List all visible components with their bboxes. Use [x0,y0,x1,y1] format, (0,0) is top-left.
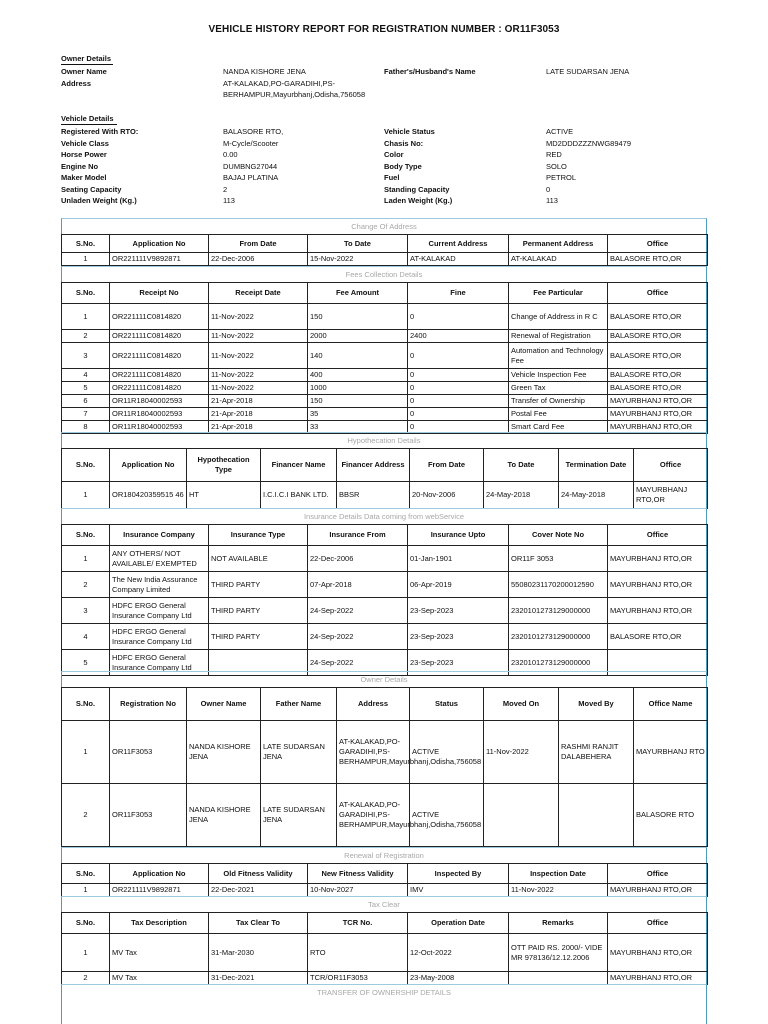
change-of-address-header-cell: From Date [209,235,308,253]
fees-header-cell: Fee Amount [308,283,408,304]
table-cell: 24-Sep-2022 [308,598,408,624]
table-cell: 2 [62,330,110,343]
vehicle-right-label-2: Chasis No: [384,138,424,148]
tax-clear-header-cell: S.No. [62,913,110,934]
insurance-header-cell: Insurance From [308,525,408,546]
table-cell: 11-Nov-2022 [209,343,308,369]
table-cell: 07-Apr-2018 [308,572,408,598]
table-cell: OR11F3053 [110,721,187,784]
renewal-header-row [62,864,708,884]
table-cell: 23-May-2008 [408,972,509,985]
table-row [62,382,708,395]
table-row [62,253,708,266]
table-row [62,721,708,784]
table-cell: 7 [62,408,110,421]
table-cell: 33 [308,421,408,434]
table-cell: 5 [62,382,110,395]
table-cell: 2320101273129000000 [509,650,608,676]
insurance-header-cell: Insurance Type [209,525,308,546]
table-cell: BALASORE RTO,OR [608,369,708,382]
table-cell: 400 [308,369,408,382]
insurance-header-cell: Insurance Company [110,525,209,546]
table-row [62,972,708,985]
table-row [62,934,708,972]
vehicle-right-value-1: ACTIVE [546,127,574,136]
table-cell: Vehicle Inspection Fee [509,369,608,382]
hypothecation-header-cell: Financer Address [337,449,410,482]
table-cell: TCR/OR11F3053 [308,972,408,985]
table-cell: 01-Jan-1901 [408,546,509,572]
vehicle-left-label-4: Engine No [61,161,99,171]
table-cell: 3 [62,343,110,369]
table-cell: 11-Nov-2022 [209,382,308,395]
table-cell: 21-Apr-2018 [209,408,308,421]
fees-header-cell: Receipt Date [209,283,308,304]
table-cell: 12-Oct-2022 [408,934,509,972]
table-cell: 0 [408,369,509,382]
table-cell: ANY OTHERS/ NOT AVAILABLE/ EXEMPTED [110,546,209,572]
hypothecation-table [61,448,708,509]
fees-header-cell: Office [608,283,708,304]
insurance-header-cell: Insurance Upto [408,525,509,546]
owner-history-header-cell: S.No. [62,688,110,721]
table-cell: HT [187,482,261,509]
table-cell: 2 [62,972,110,985]
insurance-header-row [62,525,708,546]
vehicle-left-value-3: 0.00 [223,150,238,159]
tax-clear-header-cell: Tax Clear To [209,913,308,934]
table-cell: 11-Nov-2022 [484,721,559,784]
fees-header-row [62,283,708,304]
fees-header-cell: Fee Particular [509,283,608,304]
renewal-header-cell: S.No. [62,864,110,884]
table-cell: 31-Mar-2030 [209,934,308,972]
table-cell: 0 [408,408,509,421]
table-cell: 23-Sep-2023 [408,598,509,624]
table-cell: MAYURBHANJ RTO [634,721,708,784]
table-cell: 150 [308,395,408,408]
table-cell: LATE SUDARSAN JENA [261,721,337,784]
table-row [62,784,708,847]
renewal-header-cell: Application No [110,864,209,884]
table-cell: BALASORE RTO,OR [608,624,708,650]
insurance-header-cell: S.No. [62,525,110,546]
table-cell: 1 [62,884,110,897]
table-cell: 2 [62,572,110,598]
table-cell: MAYURBHANJ RTO,OR [608,572,708,598]
table-cell: AT-KALAKAD [408,253,509,266]
table-row [62,482,708,509]
table-cell: 11-Nov-2022 [209,304,308,330]
table-cell: 35 [308,408,408,421]
table-row [62,624,708,650]
table-cell: MAYURBHANJ RTO,OR [608,395,708,408]
renewal-header-cell: New Fitness Validity [308,864,408,884]
table-cell: OR11R18040002593 [110,395,209,408]
renewal-header-cell: Office [608,864,708,884]
renewal-table [61,863,708,897]
table-cell: 15-Nov-2022 [308,253,408,266]
table-cell: 2 [62,784,110,847]
table-cell: 24-May-2018 [559,482,634,509]
vehicle-heading-underline [61,124,117,125]
table-cell: 11-Nov-2022 [209,369,308,382]
table-cell: OR221111C0814820 [110,304,209,330]
table-cell: MAYURBHANJ RTO,OR [608,884,708,897]
table-cell: OR11R18040002593 [110,421,209,434]
table-cell: AT-KALAKAD [509,253,608,266]
vehicle-left-label-5: Maker Model [61,173,107,182]
vehicle-left-labels [61,126,138,207]
vehicle-left-label-1: Registered With RTO: [61,127,139,136]
fees-collection-band: Fees Collection Details [61,266,707,282]
table-cell: OR11R18040002593 [110,408,209,421]
table-cell: 0 [408,421,509,434]
table-cell: BALASORE RTO,OR [608,343,708,369]
hypothecation-header-row [62,449,708,482]
table-cell: BALASORE RTO,OR [608,253,708,266]
table-cell: HDFC ERGO General Insurance Company Ltd [110,650,209,676]
table-cell: OR11F3053 [110,784,187,847]
table-cell: THIRD PARTY [209,598,308,624]
vehicle-left-value-7: 113 [223,196,235,205]
address-line-2: BERHAMPUR,Mayurbhanj,Odisha,756058 [223,90,366,99]
insurance-header-cell: Cover Note No [509,525,608,546]
table-cell: NOT AVAILABLE [209,546,308,572]
table-cell: BALASORE RTO [634,784,708,847]
table-cell: Postal Fee [509,408,608,421]
fees-collection-table [61,282,708,434]
table-cell: 6 [62,395,110,408]
table-row [62,572,708,598]
tax-clear-header-row [62,913,708,934]
table-row [62,546,708,572]
owner-value-column [223,66,365,101]
table-cell: MAYURBHANJ RTO,OR [608,408,708,421]
table-cell: 0 [408,395,509,408]
table-cell: ACTIVE [410,721,484,784]
change-of-address-header-cell: Office [608,235,708,253]
table-cell: 1 [62,304,110,330]
table-cell: 23-Sep-2023 [408,624,509,650]
owner-history-header-cell: Address [337,688,410,721]
table-cell: NANDA KISHORE JENA [187,784,261,847]
table-cell: OR11F 3053 [509,546,608,572]
table-cell: BBSR [337,482,410,509]
vehicle-details-heading: Vehicle Details [61,114,114,123]
table-cell: 24-Sep-2022 [308,624,408,650]
table-cell: RTO [308,934,408,972]
tax-clear-header-cell: Tax Description [110,913,209,934]
table-cell: 5 [62,650,110,676]
change-of-address-header-cell: Permanent Address [509,235,608,253]
table-cell: 1 [62,934,110,972]
table-cell: 06-Apr-2019 [408,572,509,598]
table-cell: 22-Dec-2021 [209,884,308,897]
table-cell: AT-KALAKAD,PO-GARADIHI,PS-BERHAMPUR,Mayurbhanj,Odisha,756058 [337,784,410,847]
vehicle-right-label-5: Fuel [384,173,400,182]
owner-history-table [61,687,708,847]
table-row [62,330,708,343]
owner-name-label: Owner Name [61,67,107,76]
table-cell: HDFC ERGO General Insurance Company Ltd [110,598,209,624]
table-cell: BALASORE RTO,OR [608,382,708,395]
table-cell: 140 [308,343,408,369]
vehicle-right-value-3: RED [546,150,562,159]
table-cell: MAYURBHANJ RTO,OR [608,972,708,985]
table-cell: MAYURBHANJ RTO,OR [608,598,708,624]
vehicle-right-label-7: Laden Weight (Kg.) [384,196,453,205]
table-row [62,304,708,330]
vehicle-right-values [546,126,631,207]
table-cell: NANDA KISHORE JENA [187,721,261,784]
table-cell: 22-Dec-2006 [209,253,308,266]
hypothecation-header-cell: Termination Date [559,449,634,482]
table-cell: 24-May-2018 [484,482,559,509]
tax-clear-header-cell: Operation Date [408,913,509,934]
table-cell: MV Tax [110,972,209,985]
table-cell: THIRD PARTY [209,572,308,598]
table-cell: LATE SUDARSAN JENA [261,784,337,847]
table-cell: 2400 [408,330,509,343]
vehicle-right-label-4: Body Type [384,161,422,171]
hypothecation-band: Hypothecation Details [61,432,707,448]
tax-clear-header-cell: TCR No. [308,913,408,934]
table-cell: HDFC ERGO General Insurance Company Ltd [110,624,209,650]
table-cell: OTT PAID RS. 2000/- VIDE MR 978136/12.12.2006 [509,934,608,972]
owner-history-header-cell: Father Name [261,688,337,721]
father-label-text: Father's/Husband's Name [384,67,476,76]
table-cell: 1000 [308,382,408,395]
vehicle-right-value-4: SOLO [546,161,567,171]
report-title: VEHICLE HISTORY REPORT FOR REGISTRATION NUMBER : OR11F3053 [208,24,560,35]
table-row [62,395,708,408]
vehicle-left-label-7: Unladen Weight (Kg.) [61,196,137,205]
vehicle-left-value-5: BAJAJ PLATINA [223,173,279,182]
table-cell: 8 [62,421,110,434]
father-name-value [546,66,629,78]
renewal-header-cell: Inspected By [408,864,509,884]
table-cell: RASHMI RANJIT DALABEHERA [559,721,634,784]
owner-history-header-cell: Office Name [634,688,708,721]
tax-clear-table [61,912,708,985]
owner-history-header-cell: Registration No [110,688,187,721]
table-row [62,369,708,382]
table-cell: 2320101273129000000 [509,624,608,650]
table-cell: Smart Card Fee [509,421,608,434]
tax-clear-header-cell: Remarks [509,913,608,934]
hypothecation-header-cell: Office [634,449,708,482]
table-cell: OR221111V9892871 [110,884,209,897]
fees-header-cell: Receipt No [110,283,209,304]
tax-clear-header-cell: Office [608,913,708,934]
renewal-header-cell: Inspection Date [509,864,608,884]
fees-header-cell: Fine [408,283,509,304]
table-cell: MAYURBHANJ RTO,OR [608,421,708,434]
table-cell: OR221111C0814820 [110,369,209,382]
table-cell: 0 [408,304,509,330]
owner-history-band: Owner Details [61,671,707,687]
owner-history-header-cell: Moved On [484,688,559,721]
owner-name-value: NANDA KISHORE JENA [223,67,306,76]
change-of-address-header-cell: S.No. [62,235,110,253]
table-cell: Renewal of Registration [509,330,608,343]
table-cell: AT-KALAKAD,PO-GARADIHI,PS-BERHAMPUR,Mayurbhanj,Odisha,756058 [337,721,410,784]
table-cell: 24-Sep-2022 [308,650,408,676]
renewal-header-cell: Old Fitness Validity [209,864,308,884]
table-cell: IMV [408,884,509,897]
table-cell: 1 [62,253,110,266]
owner-label-column [61,66,107,89]
table-cell: I.C.I.C.I BANK LTD. [261,482,337,509]
table-cell: Automation and Technology Fee [509,343,608,369]
vehicle-right-value-7: 113 [546,196,558,205]
table-cell: 20-Nov-2006 [410,482,484,509]
vehicle-left-label-2: Vehicle Class [61,138,109,148]
table-cell: Green Tax [509,382,608,395]
insurance-table [61,524,708,676]
table-cell: Change of Address in R C [509,304,608,330]
table-cell: 23-Sep-2023 [408,650,509,676]
vehicle-left-label-3: Horse Power [61,150,107,159]
change-of-address-header-cell: Current Address [408,235,509,253]
table-cell: 21-Apr-2018 [209,421,308,434]
table-cell [559,784,634,847]
father-value-text: LATE SUDARSAN JENA [546,67,630,76]
father-name-label [384,66,476,78]
change-of-address-header-cell: To Date [308,235,408,253]
renewal-band: Renewal of Registration [61,847,707,863]
table-cell: MAYURBHANJ RTO,OR [634,482,708,509]
vehicle-right-value-2: MD2DDDZZZNWG89479 [546,138,632,148]
hypothecation-header-cell: From Date [410,449,484,482]
table-cell: 21-Apr-2018 [209,395,308,408]
table-cell: OR221111C0814820 [110,343,209,369]
table-cell [509,972,608,985]
vehicle-left-values [223,126,283,207]
fees-header-cell: S.No. [62,283,110,304]
vehicle-right-value-6: 0 [546,184,551,194]
table-cell: OR221111C0814820 [110,382,209,395]
table-cell: OR221111V9892871 [110,253,209,266]
table-cell: 1 [62,482,110,509]
table-cell: 3 [62,598,110,624]
change-of-address-band: Change Of Address [61,218,707,234]
vehicle-right-label-3: Color [384,150,404,159]
table-cell: OR180420359515 46 [110,482,187,509]
owner-history-header-cell: Owner Name [187,688,261,721]
hypothecation-header-cell: Financer Name [261,449,337,482]
vehicle-left-value-1: BALASORE RTO, [223,127,284,136]
vehicle-right-label-6: Standing Capacity [384,184,450,194]
insurance-band: Insurance Details Data coming from webService [61,508,707,524]
table-cell [484,784,559,847]
table-cell: ACTIVE [410,784,484,847]
hypothecation-header-cell: S.No. [62,449,110,482]
owner-history-header-cell: Status [410,688,484,721]
owner-heading-underline [61,64,113,65]
transfer-of-ownership-band: TRANSFER OF OWNERSHIP DETAILS [61,984,707,1000]
table-cell: THIRD PARTY [209,624,308,650]
table-cell: 2000 [308,330,408,343]
table-row [62,343,708,369]
table-cell: The New India Assurance Company Limited [110,572,209,598]
table-cell: OR221111C0814820 [110,330,209,343]
table-cell: BALASORE RTO,OR [608,330,708,343]
table-cell: 0 [408,343,509,369]
vehicle-left-value-4: DUMBNG27044 [223,161,278,171]
table-cell: MAYURBHANJ RTO,OR [608,934,708,972]
owner-history-header-cell: Moved By [559,688,634,721]
table-cell: 55080231170200012590 [509,572,608,598]
hypothecation-header-cell: To Date [484,449,559,482]
change-of-address-header-cell: Application No [110,235,209,253]
vehicle-left-value-2: M-Cycle/Scooter [223,138,279,148]
owner-history-header-row [62,688,708,721]
hypothecation-header-cell: Hypothecation Type [187,449,261,482]
vehicle-left-value-6: 2 [223,184,228,194]
table-cell: 11-Nov-2022 [209,330,308,343]
vehicle-left-label-6: Seating Capacity [61,184,122,194]
tax-clear-band: Tax Clear [61,896,707,912]
address-label: Address [61,78,92,88]
vehicle-right-value-5: PETROL [546,173,577,182]
table-cell: 0 [408,382,509,395]
table-row [62,408,708,421]
table-cell: 4 [62,369,110,382]
table-cell: MV Tax [110,934,209,972]
table-cell: Transfer of Ownership [509,395,608,408]
address-line-1: AT-KALAKAD,PO-GARADIHI,PS- [223,78,335,88]
table-cell: BALASORE RTO,OR [608,304,708,330]
table-cell: 4 [62,624,110,650]
hypothecation-header-cell: Application No [110,449,187,482]
table-cell: MAYURBHANJ RTO,OR [608,546,708,572]
owner-details-heading: Owner Details [61,54,112,63]
table-cell: 31-Dec-2021 [209,972,308,985]
insurance-header-cell: Office [608,525,708,546]
change-of-address-table [61,234,708,266]
table-cell: 150 [308,304,408,330]
table-cell: 1 [62,721,110,784]
vehicle-right-labels [384,126,452,207]
table-cell: 2320101273129000000 [509,598,608,624]
table-cell: 10-Nov-2027 [308,884,408,897]
change-of-address-header-row [62,235,708,253]
table-row [62,884,708,897]
vehicle-right-label-1: Vehicle Status [384,127,435,136]
table-cell: 11-Nov-2022 [509,884,608,897]
table-cell: 1 [62,546,110,572]
table-cell: 22-Dec-2006 [308,546,408,572]
table-row [62,598,708,624]
